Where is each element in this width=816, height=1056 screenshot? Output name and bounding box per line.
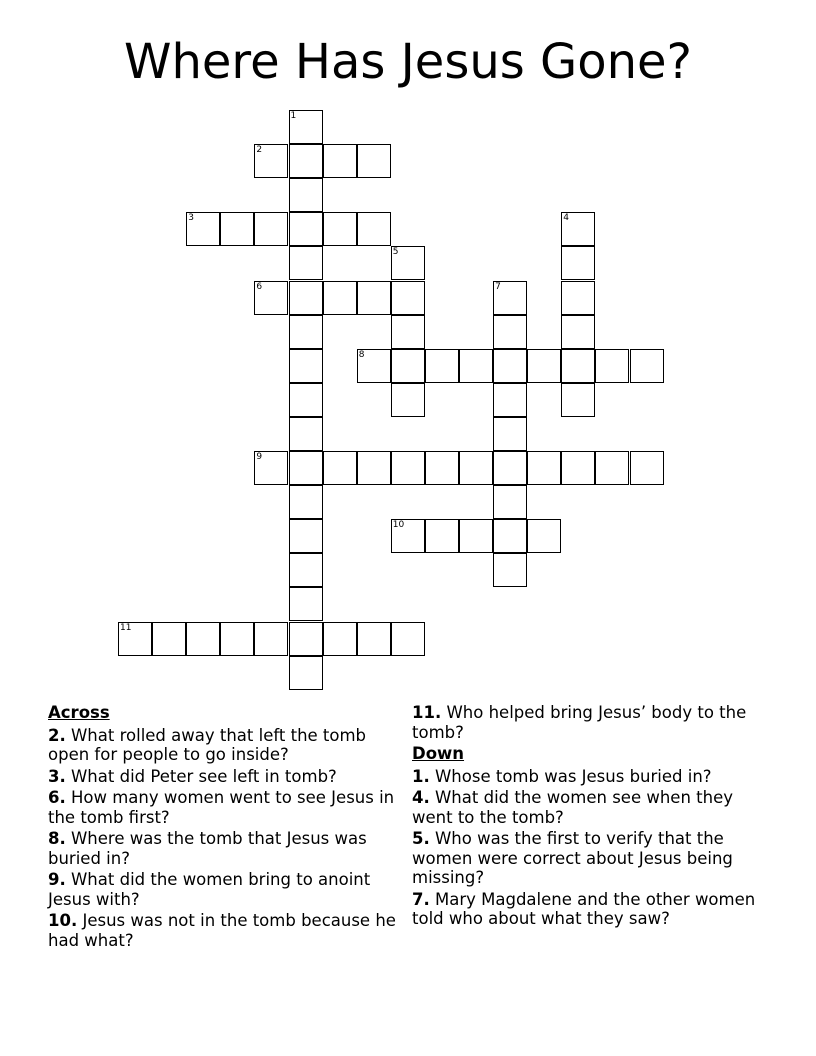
clue-number: 9.: [48, 870, 66, 889]
clue-text: Whose tomb was Jesus buried in?: [429, 766, 712, 786]
grid-cell[interactable]: [391, 519, 425, 553]
across-clue-6: [48, 788, 400, 827]
down-clue-4: [412, 788, 772, 827]
puzzle-title: Where Has Jesus Gone?: [123, 34, 693, 90]
across-clue-10: [48, 911, 400, 950]
cell-number: 11: [120, 622, 132, 633]
across-clue-8: [48, 829, 400, 868]
clue-number: 4.: [412, 788, 430, 807]
down-clue-1: [412, 767, 772, 787]
grid-cell[interactable]: [289, 587, 323, 621]
grid-cell[interactable]: [595, 451, 629, 485]
grid-cell[interactable]: [323, 212, 357, 246]
grid-cell[interactable]: [391, 622, 425, 656]
grid-cell[interactable]: [425, 451, 459, 485]
grid-cell[interactable]: [323, 144, 357, 178]
grid-cell[interactable]: [595, 349, 629, 383]
grid-cell[interactable]: [391, 281, 425, 315]
grid-cell[interactable]: [561, 383, 595, 417]
grid-cell[interactable]: [118, 622, 152, 656]
grid-cell[interactable]: [561, 212, 595, 246]
grid-cell[interactable]: [493, 451, 527, 485]
grid-cell[interactable]: [289, 110, 323, 144]
clue-number: 3.: [48, 766, 66, 786]
grid-cell[interactable]: [561, 451, 595, 485]
clue-text: Mary Magdalene and the other women told who about what they saw?: [412, 889, 756, 928]
grid-cell[interactable]: [561, 315, 595, 349]
grid-cell[interactable]: [459, 519, 493, 553]
grid-cell[interactable]: [493, 281, 527, 315]
down-heading: Down: [412, 744, 465, 763]
grid-cell[interactable]: [254, 451, 288, 485]
across-clue-9: [48, 870, 400, 909]
grid-cell[interactable]: [391, 315, 425, 349]
cell-number: 1: [290, 111, 297, 121]
clue-text: Who helped bring Jesus’ body to the tomb?: [412, 703, 747, 742]
clue-text: How many women went to see Jesus in the tomb first?: [48, 788, 395, 827]
grid-cell[interactable]: [289, 485, 323, 519]
cell-number: 10: [392, 520, 405, 531]
clue-text: Jesus was not in the tomb because he had what?: [48, 911, 396, 950]
grid-cell[interactable]: [220, 622, 254, 656]
down-clue-5: [412, 829, 772, 888]
grid-cell[interactable]: [289, 315, 323, 349]
grid-cell[interactable]: [391, 451, 425, 485]
grid-cell[interactable]: [630, 451, 664, 485]
grid-cell[interactable]: [186, 212, 220, 246]
grid-cell[interactable]: [493, 349, 527, 383]
grid-cell[interactable]: [459, 349, 493, 383]
grid-cell[interactable]: [459, 451, 493, 485]
clue-text: What did the women see when they went to the tomb?: [412, 788, 734, 827]
across-clue-2: [48, 726, 400, 765]
cell-number: 3: [188, 213, 194, 224]
grid-cell[interactable]: [357, 451, 391, 485]
grid-cell[interactable]: [254, 212, 288, 246]
cell-number: 9: [256, 452, 263, 462]
clue-number: 5.: [412, 829, 430, 848]
grid-cell[interactable]: [220, 212, 254, 246]
clue-number: 2.: [48, 725, 66, 745]
clue-number: 1.: [412, 766, 430, 786]
cell-number: 4: [563, 213, 570, 224]
grid-cell[interactable]: [561, 246, 595, 280]
grid-cell[interactable]: [254, 281, 288, 315]
cell-number: 5: [392, 247, 399, 258]
grid-cell[interactable]: [493, 485, 527, 519]
grid-cell[interactable]: [323, 281, 357, 315]
cell-number: 2: [256, 145, 263, 156]
grid-cell[interactable]: [357, 212, 391, 246]
grid-cell[interactable]: [152, 622, 186, 656]
across-heading: Across: [48, 703, 110, 722]
grid-cell[interactable]: [391, 383, 425, 417]
grid-cell[interactable]: [289, 656, 323, 690]
grid-cell[interactable]: [527, 519, 561, 553]
grid-cell[interactable]: [289, 519, 323, 553]
grid-cell[interactable]: [289, 178, 323, 212]
grid-cell[interactable]: [254, 144, 288, 178]
clue-number: 7.: [412, 889, 430, 909]
clue-text: Where was the tomb that Jesus was buried in?: [48, 829, 367, 868]
grid-cell[interactable]: [289, 417, 323, 451]
grid-cell[interactable]: [357, 349, 391, 383]
grid-cell[interactable]: [357, 281, 391, 315]
grid-cell[interactable]: [289, 553, 323, 587]
grid-cell[interactable]: [254, 622, 288, 656]
clue-text: What rolled away that left the tomb open for people to go inside?: [48, 725, 367, 764]
grid-cell[interactable]: [391, 246, 425, 280]
grid-cell[interactable]: [493, 417, 527, 451]
grid-cell[interactable]: [493, 383, 527, 417]
clue-number: 11.: [412, 703, 442, 722]
grid-cell[interactable]: [323, 622, 357, 656]
down-clue-7: [412, 890, 772, 929]
grid-cell[interactable]: [493, 315, 527, 349]
across-clue-11: [412, 703, 772, 742]
cell-number: 7: [495, 281, 501, 292]
grid-cell[interactable]: [630, 349, 664, 383]
grid-cell[interactable]: [391, 349, 425, 383]
clues-left-column: [48, 703, 400, 952]
clue-text: What did the women bring to anoint Jesus with?: [48, 870, 371, 909]
clue-number: 6.: [48, 788, 66, 807]
grid-cell[interactable]: [289, 212, 323, 246]
grid-cell[interactable]: [425, 519, 459, 553]
grid-cell[interactable]: [527, 451, 561, 485]
grid-cell[interactable]: [289, 622, 323, 656]
grid-cell[interactable]: [289, 383, 323, 417]
clue-text: Who was the first to verify that the women were correct about Jesus being missing?: [412, 829, 733, 887]
grid-cell[interactable]: [527, 349, 561, 383]
grid-cell[interactable]: [493, 553, 527, 587]
grid-cell[interactable]: [289, 246, 323, 280]
grid-cell[interactable]: [561, 349, 595, 383]
grid-cell[interactable]: [289, 144, 323, 178]
grid-cell[interactable]: [425, 349, 459, 383]
grid-cell[interactable]: [493, 519, 527, 553]
clue-number: 8.: [48, 829, 66, 848]
clue-number: 10.: [48, 911, 78, 930]
across-clue-3: [48, 767, 400, 787]
cell-number: 6: [256, 281, 263, 292]
grid-cell[interactable]: [289, 451, 323, 485]
grid-cell[interactable]: [357, 144, 391, 178]
grid-cell[interactable]: [289, 281, 323, 315]
cell-number: 8: [358, 349, 365, 360]
grid-cell[interactable]: [186, 622, 220, 656]
grid-cell[interactable]: [357, 622, 391, 656]
clues-right-column: [412, 703, 772, 931]
grid-cell[interactable]: [323, 451, 357, 485]
clue-text: What did Peter see left in tomb?: [65, 766, 337, 786]
grid-cell[interactable]: [289, 349, 323, 383]
grid-cell[interactable]: [561, 281, 595, 315]
